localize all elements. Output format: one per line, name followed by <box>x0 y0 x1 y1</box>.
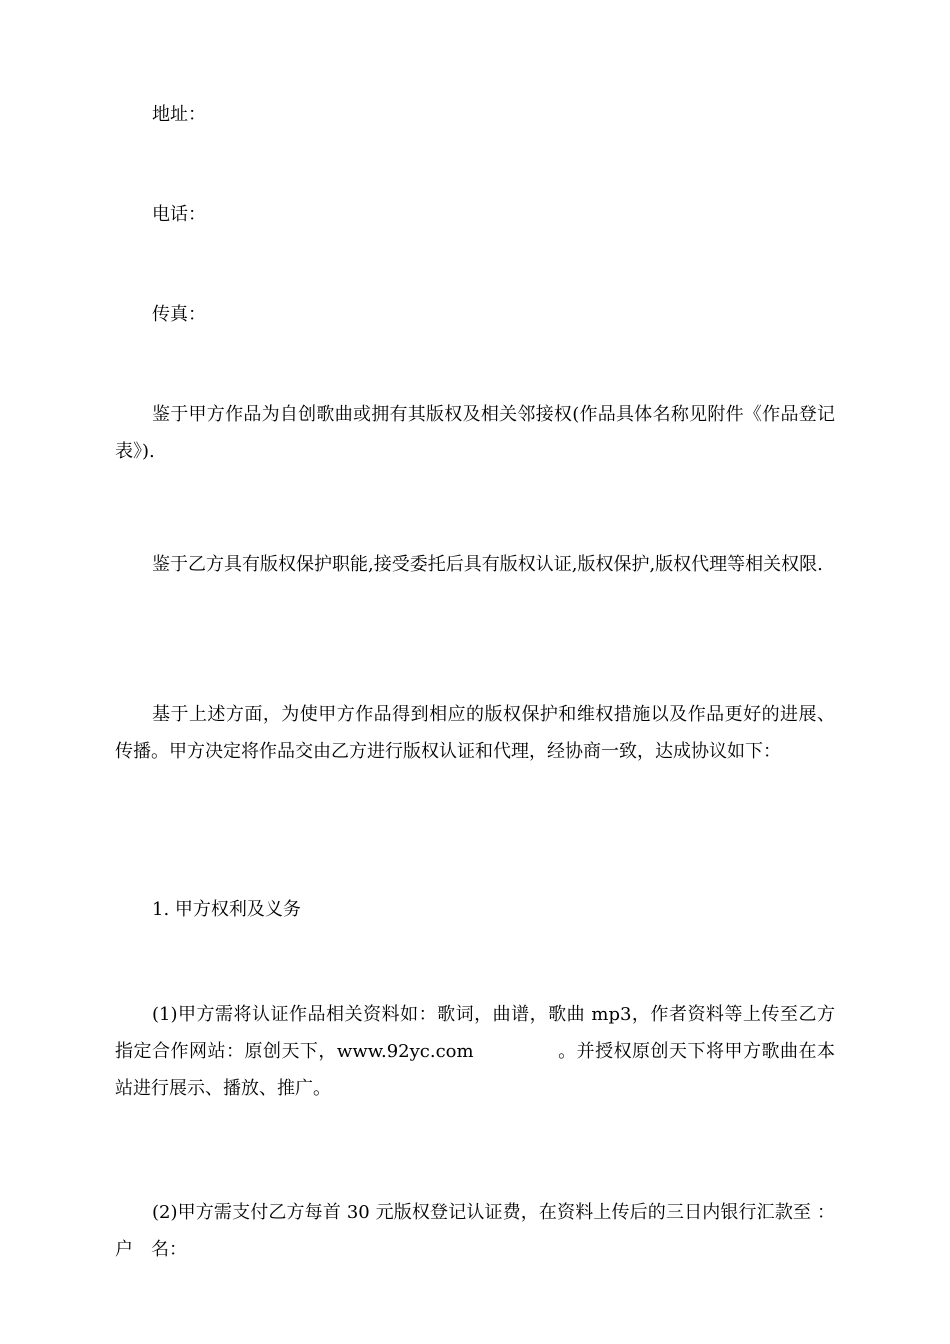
whereas-party-a-paragraph: 鉴于甲方作品为自创歌曲或拥有其版权及相关邻接权(作品具体名称见附件《作品登记表》). <box>115 404 835 462</box>
section-1-heading: 1. 甲方权利及义务 <box>152 899 301 920</box>
phone-label: 电话： <box>152 204 206 225</box>
whereas-party-b-paragraph: 鉴于乙方具有版权保护职能,接受委托后具有版权认证,版权保护,版权代理等相关权限. <box>152 554 823 575</box>
section-1-item-2: (2)甲方需支付乙方每首 30 元版权登记认证费，在资料上传后的三日内银行汇款至 ：户 名： <box>115 1202 835 1260</box>
address-label: 地址： <box>152 104 206 125</box>
item-1-text-part2: 。并授权原创天下将甲方歌曲在本站进行展示、播放、推广。 <box>115 1041 835 1099</box>
section-1-item-1 <box>115 996 835 1107</box>
fax-label: 传真： <box>152 304 206 325</box>
item-1-text-part1: (1)甲方需将认证作品相关资料如：歌词，曲谱，歌曲 mp3，作者资料等上传至乙方指定合作网站：原创天下，www.92yc.com <box>115 1004 835 1062</box>
basis-paragraph: 基于上述方面，为使甲方作品得到相应的版权保护和维权措施以及作品更好的进展、传播。甲方决定将作品交由乙方进行版权认证和代理，经协商一致，达成协议如下： <box>115 704 835 762</box>
